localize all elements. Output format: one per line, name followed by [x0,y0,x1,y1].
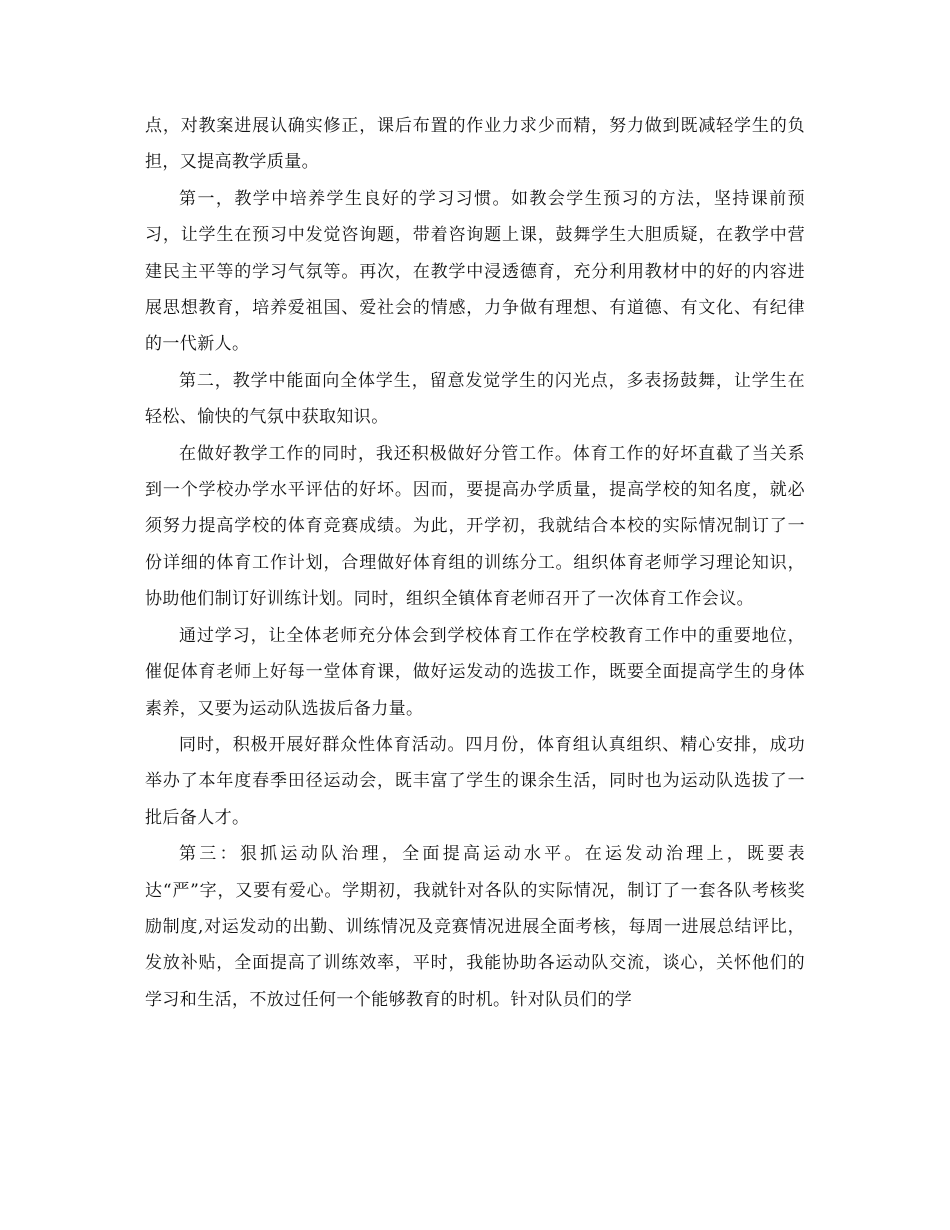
document-body [145,108,805,1018]
paragraph-2: 第一，教学中培养学生良好的学习习惯。如教会学生预习的方法，坚持课前预习，让学生在预习中发觉咨询题，带着咨询题上课，鼓舞学生大胆质疑，在教学中营建民主平等的学习气氛等。再次，在教学中浸透德育，充分利用教材中的好的内容进展思想教育，培养爱祖国、爱社会的情感，力争做有理想、有道德、有文化、有纪律的一代新人。 [145,188,805,355]
paragraph-7: 第三：狠抓运动队治理，全面提高运动水平。在运发动治理上，既要表达“严”字，又要有爱心。学期初，我就针对各队的实际情况，制订了一套各队考核奖励制度,对运发动的出勤、训练情况及竞赛情况进展全面考核，每周一进展总结评比，发放补贴，全面提高了训练效率，平时，我能协助各运动队交流，谈心，关怀他们的学习和生活，不放过任何一个能够教育的时机。针对队员们的学 [145,844,805,1010]
paragraph-6: 同时，积极开展好群众性体育活动。四月份，体育组认真组织、精心安排，成功举办了本年度春季田径运动会，既丰富了学生的课余生活，同时也为运动队选拔了一批后备人才。 [145,734,805,828]
paragraph-5: 通过学习，让全体老师充分体会到学校体育工作在学校教育工作中的重要地位，催促体育老师上好每一堂体育课，做好运发动的选拔工作，既要全面提高学生的身体素养，又要为运动队选拔后备力量。 [145,625,805,719]
paragraph-4: 在做好教学工作的同时，我还积极做好分管工作。体育工作的好坏直截了当关系到一个学校办学水平评估的好坏。因而，要提高办学质量，提高学校的知名度，就必须努力提高学校的体育竞赛成绩。为此，开学初，我就结合本校的实际情况制订了一份详细的体育工作计划，合理做好体育组的训练分工。组织体育老师学习理论知识，协助他们制订好训练计划。同时，组织全镇体育老师召开了一次体育工作会议。 [145,443,805,610]
paragraph-3: 第二，教学中能面向全体学生，留意发觉学生的闪光点，多表扬鼓舞，让学生在轻松、愉快的气氛中获取知识。 [145,370,805,428]
paragraph-1: 点，对教案进展认确实修正，课后布置的作业力求少而精，努力做到既减轻学生的负担，又提高教学质量。 [145,116,805,173]
